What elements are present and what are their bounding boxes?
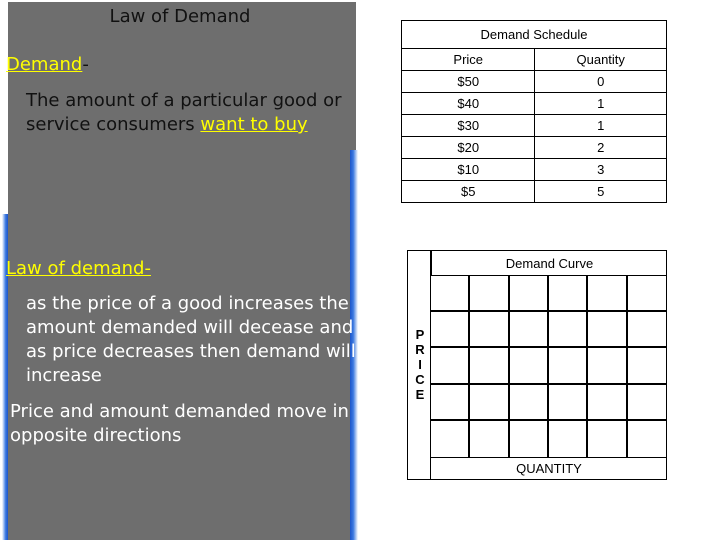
grid-cell (470, 421, 509, 457)
grid-cell (510, 312, 549, 348)
grid-cell (588, 385, 627, 421)
grid-cell (431, 421, 470, 457)
grid-cell (510, 276, 549, 312)
table-row (402, 93, 667, 115)
price-cell: $30 (402, 115, 535, 137)
demand-schedule-table (401, 20, 667, 203)
demand-term-label: Demand (6, 54, 83, 75)
grid-cell (510, 421, 549, 457)
grid-cell (588, 312, 627, 348)
price-letter: I (418, 357, 422, 372)
table-row (402, 181, 667, 203)
law-of-demand-term: Law of demand- (6, 258, 151, 279)
grid-cell (588, 421, 627, 457)
table-header-row (402, 49, 667, 71)
grid-cell (549, 385, 588, 421)
price-header: Price (402, 49, 535, 71)
grid-cell (628, 421, 667, 457)
table-row (402, 71, 667, 93)
demand-definition (26, 89, 356, 137)
table-row (402, 115, 667, 137)
quantity-cell: 5 (535, 181, 667, 203)
grid-cell (470, 312, 509, 348)
grid-cell (431, 276, 470, 312)
law-of-demand-definition: as the price of a good increases the amount demanded will decease and as price decreases then demand will increase (26, 293, 356, 386)
grid-cell (549, 312, 588, 348)
grid-cell (510, 348, 549, 384)
price-cell: $5 (402, 181, 535, 203)
table-title: Demand Schedule (402, 21, 667, 49)
quantity-cell: 1 (535, 115, 667, 137)
price-letter: R (415, 342, 425, 357)
grid-cell (588, 276, 627, 312)
demand-term-dash: - (82, 54, 89, 75)
demand-curve-grid (431, 276, 667, 457)
table-title-row (402, 21, 667, 49)
grid-cell (470, 385, 509, 421)
grid-cell (431, 385, 470, 421)
grid-cell (549, 421, 588, 457)
grid-cell (470, 276, 509, 312)
price-letter: E (415, 387, 425, 402)
demand-term (6, 54, 89, 75)
grid-cell (588, 348, 627, 384)
price-cell: $40 (402, 93, 535, 115)
slide-title: Law of Demand (109, 6, 251, 27)
quantity-header: Quantity (535, 49, 667, 71)
price-letter: C (415, 372, 425, 387)
grid-cell (470, 348, 509, 384)
grid-cell (549, 348, 588, 384)
quantity-cell: 0 (535, 71, 667, 93)
table-row (402, 137, 667, 159)
grid-cell (549, 276, 588, 312)
grid-cell (628, 348, 667, 384)
demand-definition-highlight: want to buy (200, 114, 308, 135)
price-letter: P (415, 327, 425, 342)
price-cell: $20 (402, 137, 535, 159)
table-row (402, 159, 667, 181)
grid-cell (628, 276, 667, 312)
grid-cell (431, 312, 470, 348)
opposite-directions-bullet (10, 400, 355, 448)
quantity-cell: 1 (535, 93, 667, 115)
grid-cell (510, 385, 549, 421)
demand-curve-title: Demand Curve (431, 250, 667, 276)
demand-definition-text: The amount of a particular good or service consumers (26, 90, 342, 135)
bullet-text: Price and amount demanded move in opposite directions (10, 401, 349, 446)
quantity-cell: 2 (535, 137, 667, 159)
grid-cell (431, 348, 470, 384)
grid-cell (628, 312, 667, 348)
quantity-axis-label: QUANTITY (431, 457, 667, 480)
grid-cell (628, 385, 667, 421)
price-axis-label (413, 327, 427, 402)
quantity-cell: 3 (535, 159, 667, 181)
price-cell: $50 (402, 71, 535, 93)
price-cell: $10 (402, 159, 535, 181)
